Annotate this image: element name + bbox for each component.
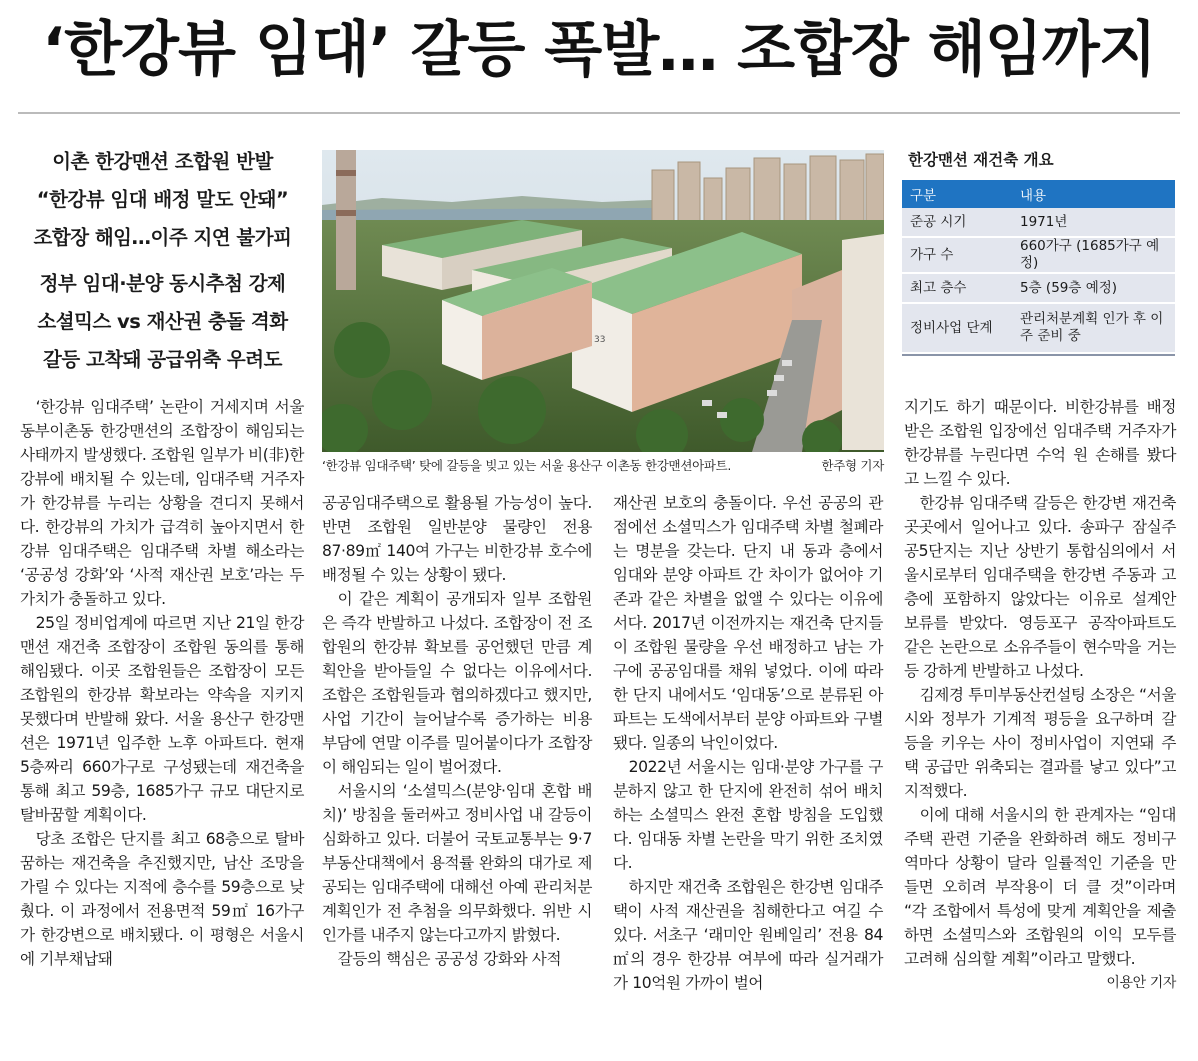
info-header-key: 구분	[902, 180, 1012, 208]
byline: 이용안 기자	[1106, 975, 1176, 991]
info-key: 최고 층수	[902, 273, 1012, 303]
info-key: 준공 시기	[902, 208, 1012, 237]
paragraph: 이에 대해 서울시의 한 관계자는 “임대주택 관련 기준을 완화하려 해도 정비구역마다 상황이 달라 일률적인 기준을 만들면 오히려 부작용이 더 클 것”이라며 “각 조합에서 특성에 맞게 계획안을 제출하면 소셜믹스와 조합원의 이익 모두를 고려해 심의할 계획”이라고 말했다.	[904, 806, 1176, 968]
article-column-4	[904, 395, 1176, 995]
subheads	[20, 143, 305, 379]
building-number: 33	[594, 335, 606, 345]
info-header-value: 내용	[1012, 180, 1175, 208]
paragraph: 하지만 재건축 조합원은 한강변 임대주택이 사적 재산권을 침해한다고 여길 수 있다. 서초구 ‘래미안 원베일리’ 전용 84㎡의 경우 한강뷰 여부에 따라 실거래가가 10억원 가까이 벌어	[613, 878, 883, 992]
subhead: 이촌 한강맨션 조합원 반발	[52, 150, 273, 173]
paragraph: 25일 정비업계에 따르면 지난 21일 한강맨션 재건축 조합장이 조합원 동의를 통해 해임됐다. 이곳 조합원들은 조합장이 모든 조합원의 한강뷰 확보라는 약속을 지키지 못했다며 반발해 왔다. 서울 용산구 한강맨션은 1971년 입주한 노후 아파트다. 현재 5층짜리 660가구로 구성됐는데 재건축을 통해 최고 59층, 1685가구 규모 대단지로 탈바꿈할 계획이다.	[20, 614, 304, 824]
info-key: 가구 수	[902, 237, 1012, 273]
info-box	[902, 150, 1175, 356]
paragraph: 한강뷰 임대주택 갈등은 한강변 재건축 곳곳에서 일어나고 있다. 송파구 잠실주공5단지는 지난 상반기 통합심의에서 서울시로부터 임대주택을 한강변 주동과 고층에 포함하지 않았다는 이유로 설계안 보류를 받았다. 영등포구 공작아파트도 같은 논란으로 소유주들이 현수막을 거는 등 강하게 반발하고 나섰다.	[904, 494, 1176, 680]
info-value: 660가구 (1685가구 예정)	[1012, 237, 1175, 273]
article-column-2	[322, 491, 592, 971]
info-value: 1971년	[1012, 208, 1175, 237]
paragraph: ‘한강뷰 임대주택’ 논란이 거세지며 서울 동부이촌동 한강맨션의 조합장이 해임되는 사태까지 발생했다. 조합원 일부가 비(非)한강뷰에 배치될 수 있는데, 임대주택 거주자가 한강뷰를 누리는 상황을 견디지 못해서다. 한강뷰의 가치가 급격히 높아지면서 한강뷰 임대주택은 임대주택 차별 해소라는 ‘공공성 강화’와 ‘사적 재산권 보호’라는 두 가치가 충돌하고 있다.	[20, 398, 304, 608]
paragraph: 서울시의 ‘소셜믹스(분양·임대 혼합 배치)’ 방침을 둘러싸고 정비사업 내 갈등이 심화하고 있다. 더불어 국토교통부는 9·7 부동산대책에서 용적률 완화의 대가로 제공되는 임대주택에 대해선 아예 관리처분계획인가 전 추첨을 의무화했다. 위반 시 인가를 내주지 않는다고까지 밝혔다.	[322, 782, 592, 944]
paragraph: 김제경 투미부동산컨설팅 소장은 “서울시와 정부가 기계적 평등을 요구하며 갈등을 키우는 사이 정비사업이 지연돼 주택 공급만 위축되는 결과를 낳고 있다”고 지적했다.	[904, 686, 1176, 800]
apartment-photo	[322, 150, 884, 452]
info-row	[902, 237, 1175, 273]
info-row	[902, 273, 1175, 303]
paragraph: 당초 조합은 단지를 최고 68층으로 탈바꿈하는 재건축을 추진했지만, 남산 조망을 가릴 수 있다는 지적에 층수를 59층으로 낮췄다. 이 과정에서 전용면적 59㎡ 16가구가 한강변으로 배치됐다. 이 평형은 서울시에 기부채납돼	[20, 830, 304, 968]
paragraph: 공공임대주택으로 활용될 가능성이 높다. 반면 조합원 일반분양 물량인 전용 87·89㎡ 140여 가구는 비한강뷰 호수에 배정될 수 있는 상황이 됐다.	[322, 494, 592, 584]
info-box-title: 한강맨션 재건축 개요	[908, 151, 1054, 169]
info-value: 5층 (59층 예정)	[1012, 273, 1175, 303]
paragraph: 이 같은 계획이 공개되자 일부 조합원은 즉각 반발하고 나섰다. 조합장이 전 조합원의 한강뷰 확보를 공언했던 만큼 계획안을 받아들일 수 없다는 이유에서다. 조합은 조합원들과 협의하겠다고 했지만, 사업 기간이 늘어날수록 증가하는 비용 부담에 연말 이주를 밀어붙이다가 조합장이 해임되는 일이 벌어졌다.	[322, 590, 592, 776]
subhead: 조합장 해임…이주 지연 불가피	[33, 226, 292, 249]
info-row	[902, 303, 1175, 353]
info-value: 관리처분계획 인가 후 이주 준비 중	[1012, 303, 1175, 353]
photo-credit: 한주형 기자	[821, 458, 884, 473]
paragraph: 갈등의 핵심은 공공성 강화와 사적	[337, 950, 562, 968]
info-key: 정비사업 단계	[902, 303, 1012, 353]
article-column-1	[20, 395, 304, 971]
caption-text: ‘한강뷰 임대주택’ 탓에 갈등을 빚고 있는 서울 용산구 이촌동 한강맨션아파트.	[322, 458, 732, 473]
paragraph: 지기도 하기 때문이다. 비한강뷰를 배정받은 조합원 입장에선 임대주택 거주자가 한강뷰를 누린다면 수억 원 손해를 봤다고 느낄 수 있다.	[904, 398, 1176, 488]
headline-rule	[18, 112, 1180, 114]
paragraph: 재산권 보호의 충돌이다. 우선 공공의 관점에선 소셜믹스가 임대주택 차별 철폐라는 명분을 갖는다. 단지 내 동과 층에서 임대와 분양 아파트 간 차이가 없어야 기존과 같은 차별을 없앨 수 있다는 이유에서다. 2017년 이전까지는 재건축 단지들이 조합원 물량을 우선 배정하고 남는 가구에 공공임대를 채워 넣었다. 이에 따라 한 단지 내에서도 ‘임대동’으로 분류된 아파트는 도색에서부터 분양 아파트와 구별됐다. 일종의 낙인이었다.	[613, 494, 883, 752]
info-row	[902, 208, 1175, 237]
article-column-3	[613, 491, 883, 995]
paragraph: 2022년 서울시는 임대·분양 가구를 구분하지 않고 한 단지에 완전히 섞어 배치하는 소셜믹스 완전 혼합 방침을 도입했다. 임대동 차별 논란을 막기 위한 조치였다.	[613, 758, 883, 872]
headline: ‘한강뷰 임대’ 갈등 폭발… 조합장 해임까지	[42, 15, 1156, 85]
photo-caption	[322, 457, 884, 475]
subhead: 갈등 고착돼 공급위축 우려도	[43, 348, 282, 371]
subhead: 정부 임대·분양 동시추첨 강제	[39, 272, 286, 295]
info-table	[902, 180, 1175, 354]
info-box-rule	[902, 354, 1175, 356]
subhead: 소셜믹스 vs 재산권 충돌 격화	[37, 310, 288, 333]
subhead: “한강뷰 임대 배정 말도 안돼”	[36, 188, 289, 211]
